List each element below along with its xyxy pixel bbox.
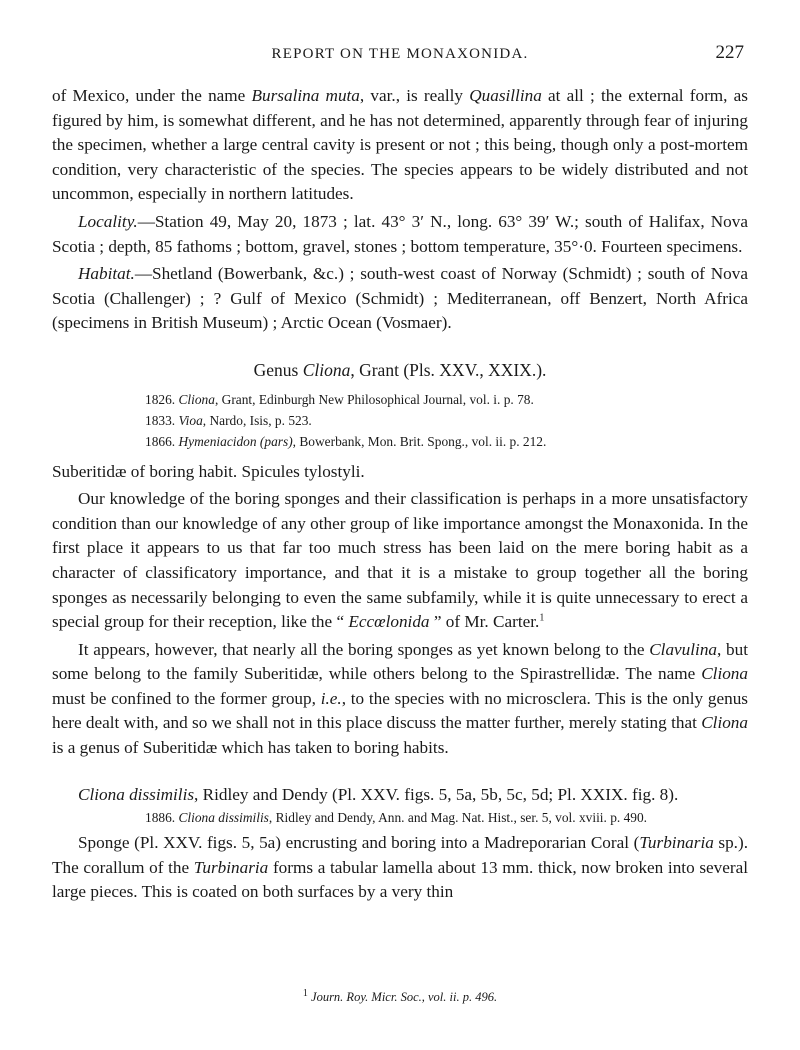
synonymy-entry: 1833. Vioa, Nardo, Isis, p. 523. [145, 412, 312, 428]
page-body [52, 84, 748, 905]
page-number: 227 [715, 42, 744, 63]
footnote-marker: 1 [539, 612, 545, 624]
species-heading: Cliona dissimilis, Ridley and Dendy (Pl. XXV. figs. 5, 5a, 5b, 5c, 5d; Pl. XXIX. fig. 8). [78, 784, 679, 804]
synonymy-list [145, 389, 748, 452]
synonymy-entry: 1866. Hymeniacidon (pars), Bowerbank, Mon. Brit. Spong., vol. ii. p. 212. [145, 433, 547, 449]
genus-heading: Genus Cliona, Grant (Pls. XXV., XXIX.). [253, 359, 547, 380]
knowledge-paragraph: Our knowledge of the boring sponges and their classification is perhaps in a more unsatisfactory condition than our knowledge of any other group of like importance amongst the Monaxonida. In the first place it appears to us that far too much stress has been laid on the mere boring habit as a character of classificatory importance, and that it is a mistake to group together all the boring sponges as necessarily belonging to even the same subfamily, while it is quite unnecessary to erect a special group for their reception, like the “ Eccœlonida ” of Mr. Carter.$^1$ [52, 489, 748, 632]
diagnosis-paragraph: Suberitidæ of boring habit. Spicules tylostyli. [52, 461, 365, 481]
sponge-paragraph: Sponge (Pl. XXV. figs. 5, 5a) encrusting and boring into a Madreporarian Coral (Turbinaria sp.). The corallum of the Turbinaria forms a tabular lamella about 13 mm. thick, now broken into several large pieces. This is coated on both surfaces by a very thin [52, 833, 749, 902]
species-synonymy: 1886. Cliona dissimilis, Ridley and Dendy, Ann. and Mag. Nat. Hist., ser. 5, vol. xviii. p. 490. [145, 810, 648, 826]
page-header [52, 42, 748, 68]
appears-paragraph: It appears, however, that nearly all the boring sponges as yet known belong to the Clavulina, but some belong to the family Suberitidæ, while others belong to the Spirastrellidæ. The name Cliona must be confined to the former group, i.e., to the species with no microsclera. This is the only genus here dealt with, and so we shall not in this place discuss the matter further, merely stating that Cliona is a genus of Suberitidæ which has taken to boring habits. [52, 639, 748, 758]
locality-label: Locality. [78, 211, 138, 231]
footnote: $^1$ Journ. Roy. Micr. Soc., vol. ii. p. 496. [302, 987, 498, 1004]
running-title: REPORT ON THE MONAXONIDA. [271, 46, 529, 62]
habitat-label: Habitat. [78, 264, 135, 284]
synonymy-entry: 1826. Cliona, Grant, Edinburgh New Philosophical Journal, vol. i. p. 78. [145, 391, 534, 407]
locality-paragraph: Locality.—Station 49, May 20, 1873 ; lat. 43° 3′ N., long. 63° 39′ W.; south of Halifax, Nova Scotia ; depth, 85 fathoms ; bottom, gravel, stones ; bottom temperature, 35°·0. Fourteen specimens. [52, 211, 748, 256]
paragraph-continuation: of Mexico, under the name Bursalina muta, var., is really Quasillina at all ; the external form, as figured by him, is somewhat different, and he has not determined, apparently through fear of injuring the specimen, whether a large central cavity is present or not ; this being, though only a post-mortem condition, very characteristic of the species. The species appears to be widely distributed and not uncommon, especially in northern latitudes. [52, 86, 748, 204]
habitat-paragraph: Habitat.—Shetland (Bowerbank, &c.) ; south-west coast of Norway (Schmidt) ; south of Nova Scotia (Challenger) ; ? Gulf of Mexico (Schmidt) ; Mediterranean, off Benzert, North Africa (specimens in British Museum) ; Arctic Ocean (Vosmaer). [52, 264, 748, 333]
